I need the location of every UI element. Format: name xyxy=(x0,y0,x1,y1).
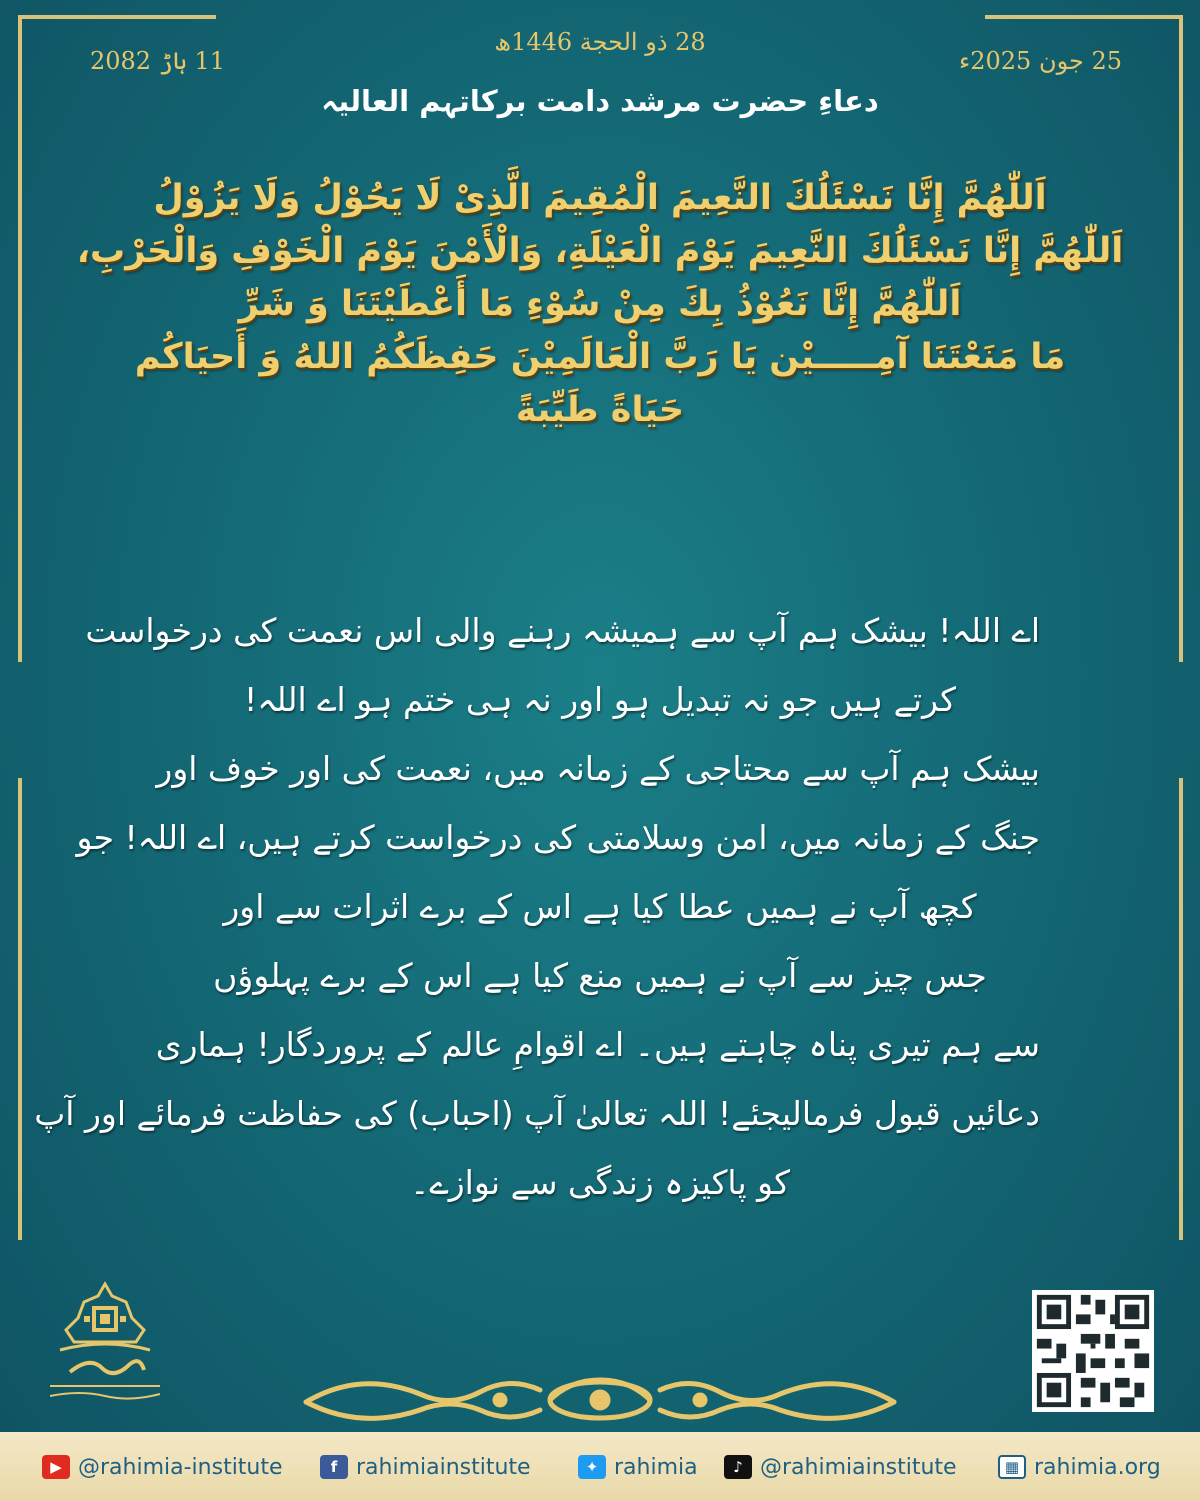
frame-left-lower xyxy=(18,778,22,1240)
website-link[interactable] xyxy=(998,1452,1161,1482)
hijri-date: 28 ذو الحجة 1446ھ xyxy=(494,28,706,56)
facebook-icon: f xyxy=(320,1455,348,1479)
dua-title: دعاءِ حضرت مرشد دامت برکاتہم العالیہ xyxy=(321,84,879,118)
tiktok-link[interactable] xyxy=(724,1452,957,1482)
rahimia-logo xyxy=(40,1280,170,1410)
tiktok-icon: ♪ xyxy=(724,1455,752,1479)
urdu-line: کرتے ہیں جو نہ تبدیل ہو اور نہ ہی ختم ہو اے اللہ! xyxy=(243,680,957,719)
urdu-line: بیشک ہم آپ سے محتاجی کے زمانہ میں، نعمت کی اور خوف اور xyxy=(156,749,1040,788)
frame-right-lower xyxy=(1179,778,1183,1240)
facebook-link[interactable] xyxy=(320,1452,531,1482)
twitter-handle: rahimia xyxy=(614,1454,698,1480)
footer-bar xyxy=(0,1432,1200,1500)
youtube-handle: @rahimia-institute xyxy=(78,1454,283,1480)
frame-top-right xyxy=(985,15,1183,19)
urdu-line: جنگ کے زمانہ میں، امن وسلامتی کی درخواست کرتے ہیں، اے اللہ! جو xyxy=(76,818,1040,857)
urdu-translation xyxy=(34,596,1040,1217)
youtube-icon: ▶ xyxy=(42,1455,70,1479)
desi-date: 11 ہاڑ 2082 xyxy=(90,47,226,75)
urdu-line: جس چیز سے آپ نے ہمیں منع کیا ہے اس کے برے پہلوؤں xyxy=(213,956,987,995)
urdu-line: کچھ آپ نے ہمیں عطا کیا ہے اس کے برے اثرات سے اور xyxy=(223,887,977,926)
twitter-icon: ✦ xyxy=(578,1455,606,1479)
urdu-line: دعائیں قبول فرمالیجئے! اللہ تعالیٰ آپ (احباب) کی حفاظت فرمائے اور آپ xyxy=(34,1094,1040,1133)
qr-code[interactable] xyxy=(1032,1290,1154,1412)
arabic-line: اَللّٰهُمَّ إِنَّا نَسْئَلُكَ النَّعِيمَ الْمُقِيمَ الَّذِىْ لَا يَحُوْلُ وَلَا يَزُوْلُ xyxy=(153,178,1047,218)
arabic-line: اَللّٰهُمَّ إِنَّا نَسْئَلُكَ النَّعِيمَ يَوْمَ الْعَيْلَةِ، وَالْأَمْنَ يَوْمَ الْخَوْفِ وَالْحَرْبِ، xyxy=(76,231,1124,271)
arabic-line: مَا مَنَعْتَنَا آمِـــــيْن يَا رَبَّ الْعَالَمِيْنَ حَفِظَكُمُ اللهُ وَ أَحيَاكُم xyxy=(134,337,1066,377)
youtube-link[interactable] xyxy=(42,1452,283,1482)
facebook-handle: rahimiainstitute xyxy=(356,1454,531,1480)
qr-icon: ▦ xyxy=(998,1455,1026,1479)
gregorian-date: 25 جون 2025ء xyxy=(958,47,1122,75)
arabic-dua xyxy=(60,172,1140,437)
arabic-line: اَللّٰهُمَّ إِنَّا نَعُوْذُ بِكَ مِنْ سُوْءِ مَا أَعْطَيْتَنَا وَ شَرِّ xyxy=(238,284,962,324)
twitter-link[interactable] xyxy=(578,1452,698,1482)
urdu-line: سے ہم تیری پناہ چاہتے ہیں۔ اے اقوامِ عالم کے پروردگار! ہماری xyxy=(155,1025,1040,1064)
arabic-line: حَيَاةً طَيِّبَةً xyxy=(515,390,685,430)
tiktok-handle: @rahimiainstitute xyxy=(760,1454,957,1480)
frame-top-left xyxy=(18,15,216,19)
urdu-line: اے اللہ! بیشک ہم آپ سے ہمیشہ رہنے والی اس نعمت کی درخواست xyxy=(85,611,1040,650)
urdu-line: کو پاکیزہ زندگی سے نوازے۔ xyxy=(410,1163,790,1202)
gold-ornament xyxy=(300,1368,900,1432)
website-url: rahimia.org xyxy=(1034,1454,1161,1480)
